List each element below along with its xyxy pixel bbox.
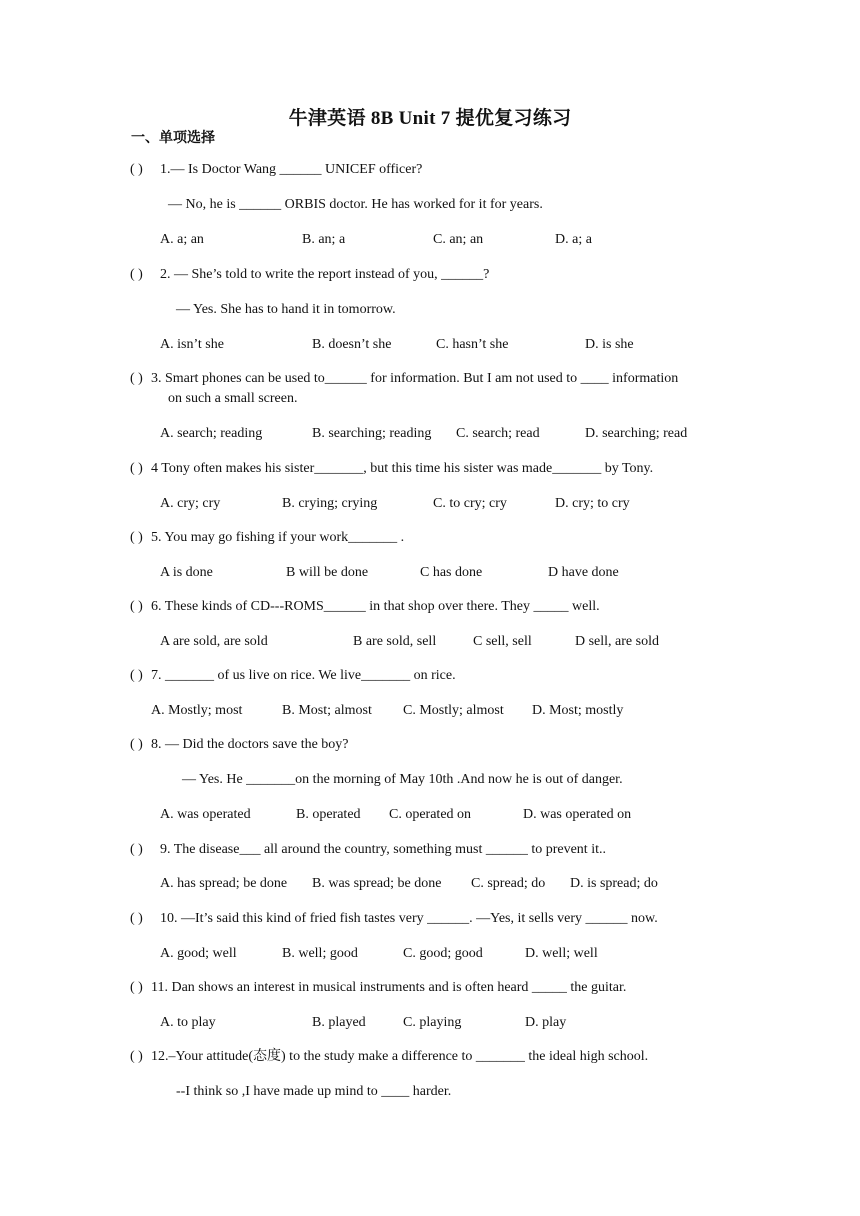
question-4-option-a[interactable]: A. cry; cry xyxy=(160,496,221,511)
question-6-option-d[interactable]: D sell, are sold xyxy=(575,634,659,649)
question-8-option-a[interactable]: A. was operated xyxy=(160,807,251,822)
question-10-option-b[interactable]: B. well; good xyxy=(282,946,358,961)
question-10-stem: 10. —It’s said this kind of fried fish tastes very ______. —Yes, it sells very ______ now. xyxy=(160,911,658,926)
question-4-option-b[interactable]: B. crying; crying xyxy=(282,496,378,511)
question-2-option-a[interactable]: A. isn’t she xyxy=(160,337,224,352)
answer-blank[interactable]: ( ) xyxy=(130,911,143,926)
question-2-option-c[interactable]: C. hasn’t she xyxy=(436,337,509,352)
question-7-stem: 7. _______ of us live on rice. We live_______ on rice. xyxy=(151,668,456,683)
question-7-option-d[interactable]: D. Most; mostly xyxy=(532,703,624,718)
question-9-stem: 9. The disease___ all around the country, something must ______ to prevent it.. xyxy=(160,842,606,857)
question-9-option-d[interactable]: D. is spread; do xyxy=(570,876,658,891)
question-12-stem: 12.–Your attitude(态度) to the study make a difference to _______ the ideal high school. xyxy=(151,1049,649,1064)
answer-blank[interactable]: ( ) xyxy=(130,599,143,614)
question-8-reply: — Yes. He _______on the morning of May 10th .And now he is out of danger. xyxy=(182,772,623,787)
question-7-option-c[interactable]: C. Mostly; almost xyxy=(403,703,504,718)
question-1-stem: 1.— Is Doctor Wang ______ UNICEF officer? xyxy=(160,162,423,177)
answer-blank[interactable]: ( ) xyxy=(130,1049,143,1064)
question-2-option-d[interactable]: D. is she xyxy=(585,337,634,352)
question-1-option-d[interactable]: D. a; a xyxy=(555,232,592,247)
answer-blank[interactable]: ( ) xyxy=(130,371,143,386)
question-4-option-d[interactable]: D. cry; to cry xyxy=(555,496,630,511)
question-3-option-d[interactable]: D. searching; read xyxy=(585,426,688,441)
section-heading: 一、单项选择 xyxy=(131,130,215,146)
question-11-option-d[interactable]: D. play xyxy=(525,1015,567,1030)
question-5-stem: 5. You may go fishing if your work_______ . xyxy=(151,530,405,545)
page-title: 牛津英语 8B Unit 7 提优复习练习 xyxy=(288,108,572,129)
question-12-reply: --I think so ,I have made up mind to ____ harder. xyxy=(176,1084,452,1099)
question-3-option-c[interactable]: C. search; read xyxy=(456,426,540,441)
question-9-option-a[interactable]: A. has spread; be done xyxy=(160,876,288,891)
question-11-stem: 11. Dan shows an interest in musical instruments and is often heard _____ the guitar. xyxy=(151,980,627,995)
question-2-reply: — Yes. She has to hand it in tomorrow. xyxy=(176,302,396,317)
question-6-option-c[interactable]: C sell, sell xyxy=(473,634,532,649)
question-6-stem: 6. These kinds of CD---ROMS______ in that shop over there. They _____ well. xyxy=(151,599,600,614)
question-4-stem: 4 Tony often makes his sister_______, but this time his sister was made_______ by Tony. xyxy=(151,461,654,476)
answer-blank[interactable]: ( ) xyxy=(130,461,143,476)
question-6-option-a[interactable]: A are sold, are sold xyxy=(160,634,268,649)
answer-blank[interactable]: ( ) xyxy=(130,980,143,995)
question-3-continuation: on such a small screen. xyxy=(168,391,298,406)
question-7-option-a[interactable]: A. Mostly; most xyxy=(151,703,243,718)
question-1-option-a[interactable]: A. a; an xyxy=(160,232,204,247)
answer-blank[interactable]: ( ) xyxy=(130,842,143,857)
question-9-option-b[interactable]: B. was spread; be done xyxy=(312,876,442,891)
question-1-option-c[interactable]: C. an; an xyxy=(433,232,484,247)
question-3-option-a[interactable]: A. search; reading xyxy=(160,426,263,441)
question-3-stem: 3. Smart phones can be used to______ for information. But I am not used to ____ information xyxy=(151,371,679,386)
answer-blank[interactable]: ( ) xyxy=(130,267,143,282)
question-7-option-b[interactable]: B. Most; almost xyxy=(282,703,372,718)
question-11-option-b[interactable]: B. played xyxy=(312,1015,366,1030)
question-11-option-a[interactable]: A. to play xyxy=(160,1015,216,1030)
question-8-option-c[interactable]: C. operated on xyxy=(389,807,472,822)
question-2-option-b[interactable]: B. doesn’t she xyxy=(312,337,392,352)
question-6-option-b[interactable]: B are sold, sell xyxy=(353,634,437,649)
question-5-option-a[interactable]: A is done xyxy=(160,565,213,580)
question-1-option-b[interactable]: B. an; a xyxy=(302,232,346,247)
question-9-option-c[interactable]: C. spread; do xyxy=(471,876,546,891)
question-10-option-d[interactable]: D. well; well xyxy=(525,946,598,961)
question-2-stem: 2. — She’s told to write the report instead of you, ______? xyxy=(160,267,490,282)
question-4-option-c[interactable]: C. to cry; cry xyxy=(433,496,507,511)
question-8-stem: 8. — Did the doctors save the boy? xyxy=(151,737,349,752)
answer-blank[interactable]: ( ) xyxy=(130,162,143,177)
question-10-option-c[interactable]: C. good; good xyxy=(403,946,483,961)
question-3-option-b[interactable]: B. searching; reading xyxy=(312,426,432,441)
question-5-option-c[interactable]: C has done xyxy=(420,565,483,580)
question-1-reply: — No, he is ______ ORBIS doctor. He has worked for it for years. xyxy=(168,197,543,212)
question-11-option-c[interactable]: C. playing xyxy=(403,1015,462,1030)
question-8-option-d[interactable]: D. was operated on xyxy=(523,807,632,822)
question-10-option-a[interactable]: A. good; well xyxy=(160,946,237,961)
question-8-option-b[interactable]: B. operated xyxy=(296,807,361,822)
answer-blank[interactable]: ( ) xyxy=(130,530,143,545)
answer-blank[interactable]: ( ) xyxy=(130,668,143,683)
question-5-option-b[interactable]: B will be done xyxy=(286,565,369,580)
question-5-option-d[interactable]: D have done xyxy=(548,565,619,580)
answer-blank[interactable]: ( ) xyxy=(130,737,143,752)
